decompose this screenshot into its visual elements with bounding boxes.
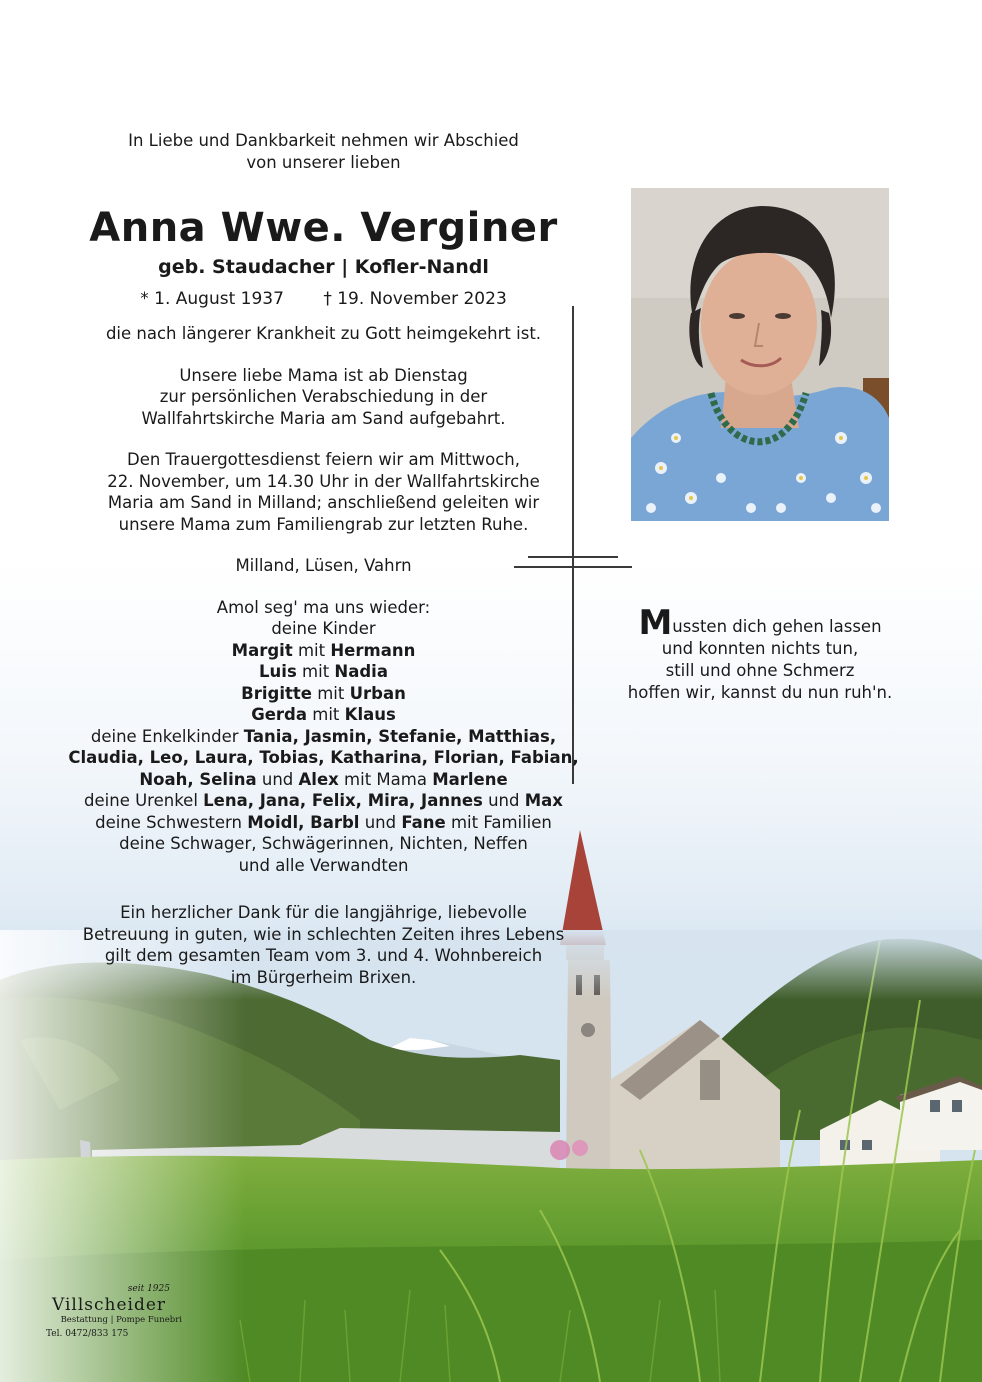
birth-date: * 1. August 1937 [140,289,284,309]
poem-line-3: still und ohne Schmerz [665,661,855,680]
funeral-home-logo [34,1284,184,1341]
obituary-text [40,130,607,1008]
child-row: Brigitte mit Urban [241,683,406,703]
deceased-name: Anna Wwe. Verginer [89,205,558,251]
children-label: deine Kinder [271,619,376,638]
logo-phone: Tel. 0472/833 175 [46,1329,129,1339]
grandchildren-row: Claudia, Leo, Laura, Tobias, Katharina, Florian, Fabian, [68,748,579,767]
poem-line-2: und konnten nichts tun, [661,639,859,658]
poem-line-4: hoffen wir, kannst du nun ruh'n. [627,683,893,702]
thanks-line: im Bürgerheim Brixen. [230,967,417,987]
thanks-line: Ein herzlicher Dank für die langjährige, liebevolle [120,903,527,922]
intro-line-2: von unserer lieben [246,152,401,172]
mourners-list [40,597,607,877]
child-row: Margit mit Hermann [231,640,416,660]
great-grandchildren-row: deine Urenkel Lena, Jana, Felix, Mira, Jannes und Max [84,791,563,810]
logo-since: seit 1925 [127,1284,170,1294]
places: Milland, Lüsen, Vahrn [235,556,412,575]
death-date: † 19. November 2023 [323,289,507,309]
farewell-line: Amol seg' ma uns wieder: [216,597,431,617]
memorial-poem [620,603,900,704]
viewing-line: zur persönlichen Verabschiedung in der [159,387,488,406]
child-row: Gerda mit Klaus [251,705,396,724]
viewing-line: Unsere liebe Mama ist ab Dienstag [179,365,468,385]
service-paragraph [40,449,607,535]
thanks-line: gilt dem gesamten Team vom 3. und 4. Wohnbereich [104,946,543,965]
service-line: unsere Mama zum Familiengrab zur letzten Ruhe. [118,514,529,534]
logo-subtitle: Bestattung | Pompe Funebri [60,1315,182,1325]
relatives-row: und alle Verwandten [238,855,409,875]
service-line: Den Trauergottesdienst feiern wir am Mittwoch, [127,450,520,469]
thanks-paragraph [40,902,607,988]
maiden-name: geb. Staudacher | Kofler-Nandl [158,256,489,278]
service-line: 22. November, um 14.30 Uhr in der Wallfahrtskirche [107,471,540,491]
viewing-line: Wallfahrtskirche Maria am Sand aufgebahrt. [141,408,506,428]
poem-line-1: Mussten dich gehen lassen [638,603,882,643]
sisters-row: deine Schwestern Moidl, Barbl und Fane mit Familien [95,812,552,832]
grandchildren-row: deine Enkelkinder Tania, Jasmin, Stefanie, Matthias, [90,726,557,746]
service-line: Maria am Sand in Milland; anschließend geleiten wir [107,493,540,512]
logo-brand: Villscheider [51,1295,167,1315]
thanks-line: Betreuung in guten, wie in schlechten Zeiten ihres Lebens [82,924,565,944]
inlaws-row: deine Schwager, Schwägerinnen, Nichten, Neffen [119,834,528,853]
death-line: die nach längerer Krankheit zu Gott heimgekehrt ist. [105,324,542,343]
viewing-paragraph [40,365,607,430]
intro-line-1: In Liebe und Dankbarkeit nehmen wir Abschied [128,131,519,150]
portrait-photo [631,188,889,521]
poem-drop-letter: M [638,603,673,643]
grandchildren-row: Noah, Selina und Alex mit Mama Marlene [139,769,508,789]
child-row: Luis mit Nadia [259,662,388,681]
life-dates [40,287,607,311]
